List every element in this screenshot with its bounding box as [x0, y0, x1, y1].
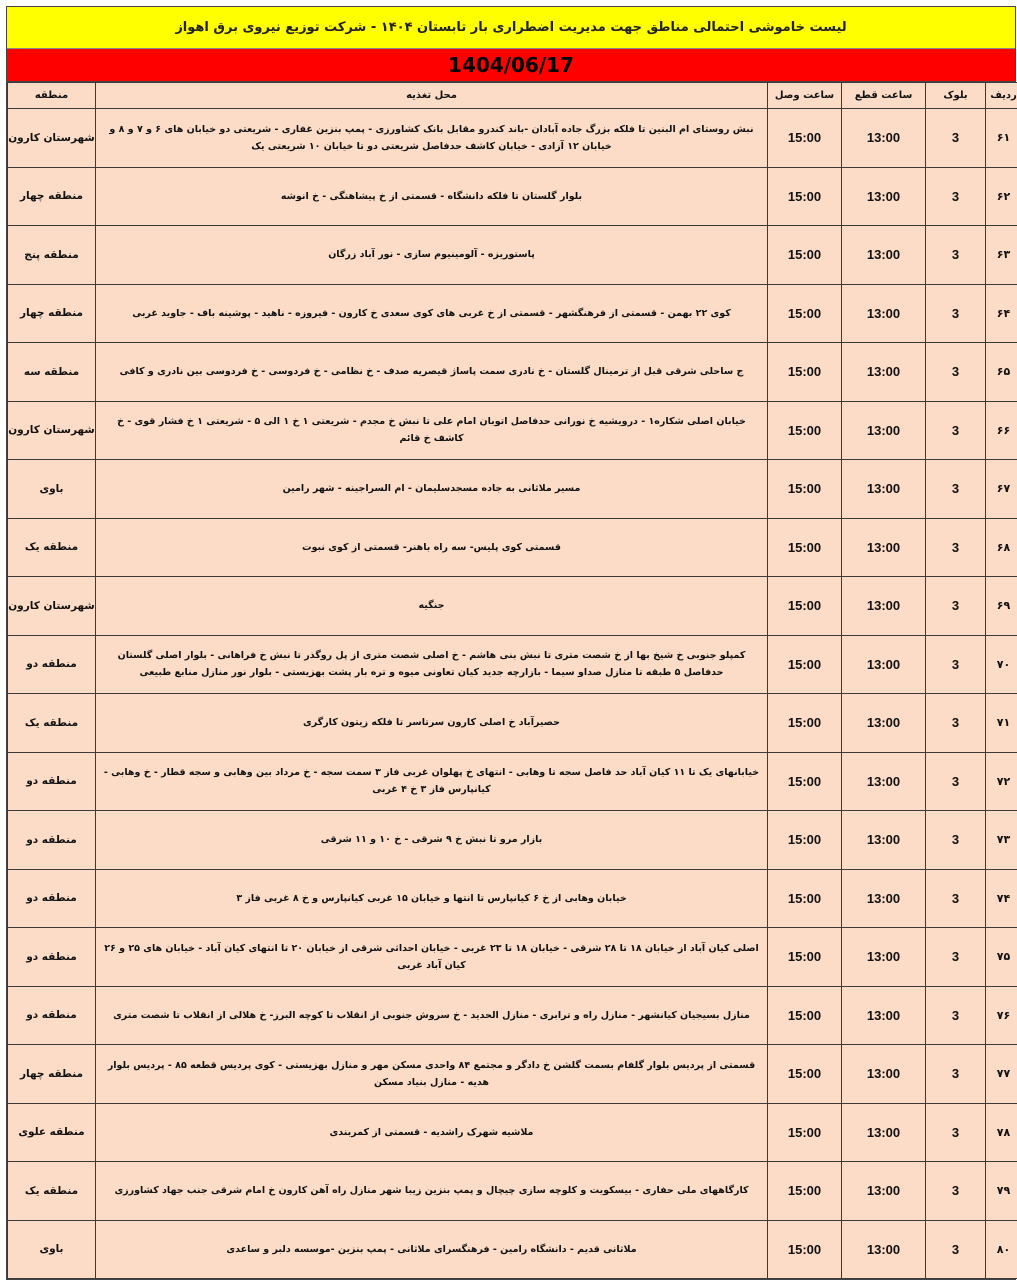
cut-time-cell: 13:00 [842, 1162, 926, 1221]
location-cell: کارگاههای ملی حفاری - بیسکویت و کلوچه سازی چیچال و پمپ بنزین زیبا شهر منازل راه آهن کارون خ امام شرقی جنب جهاد کشاورزی [96, 1162, 768, 1221]
connect-time-cell: 15:00 [768, 635, 842, 694]
cut-time-cell: 13:00 [842, 284, 926, 343]
connect-time-cell: 15:00 [768, 1103, 842, 1162]
header-region: منطقه [8, 83, 96, 109]
row-number-cell: ۷۶ [986, 986, 1017, 1045]
region-cell: شهرستان کارون [8, 401, 96, 460]
connect-time-cell: 15:00 [768, 811, 842, 870]
connect-time-cell: 15:00 [768, 869, 842, 928]
table-row [8, 460, 1017, 519]
row-number-cell: ۷۰ [986, 635, 1017, 694]
cut-time-cell: 13:00 [842, 1103, 926, 1162]
connect-time-cell: 15:00 [768, 518, 842, 577]
table-row [8, 167, 1017, 226]
table-row [8, 226, 1017, 285]
row-number-cell: ۷۱ [986, 694, 1017, 753]
cut-time-cell: 13:00 [842, 577, 926, 636]
table-body [8, 109, 1017, 1279]
region-cell: شهرستان کارون [8, 577, 96, 636]
connect-time-cell: 15:00 [768, 577, 842, 636]
row-number-cell: ۶۹ [986, 577, 1017, 636]
location-cell: ملاشیه شهرک راشدیه - قسمتی از کمربندی [96, 1103, 768, 1162]
block-cell: 3 [926, 109, 986, 168]
connect-time-cell: 15:00 [768, 343, 842, 402]
table-row [8, 811, 1017, 870]
region-cell: منطقه پنج [8, 226, 96, 285]
row-number-cell: ۶۸ [986, 518, 1017, 577]
table-row [8, 869, 1017, 928]
connect-time-cell: 15:00 [768, 694, 842, 753]
cut-time-cell: 13:00 [842, 401, 926, 460]
cut-time-cell: 13:00 [842, 460, 926, 519]
connect-time-cell: 15:00 [768, 928, 842, 987]
row-number-cell: ۸۰ [986, 1220, 1017, 1279]
region-cell: منطقه یک [8, 518, 96, 577]
location-cell: بلوار گلستان تا فلکه دانشگاه - قسمتی از خ پیشاهنگی - خ انوشه [96, 167, 768, 226]
location-cell: اصلی کیان آباد از خیابان ۱۸ تا ۲۸ شرقی - خیابان ۱۸ تا ۲۳ غربی - خیابان احداثی شرقی از خیابان ۲۰ تا انتهای کیان آباد - خیابان های ۲۵ و ۲۶ کیان آباد غربی [96, 928, 768, 987]
table-row [8, 1103, 1017, 1162]
connect-time-cell: 15:00 [768, 109, 842, 168]
block-cell: 3 [926, 811, 986, 870]
cut-time-cell: 13:00 [842, 694, 926, 753]
row-number-cell: ۶۲ [986, 167, 1017, 226]
location-cell: خیابان وهابی از خ ۶ کیانپارس تا انتها و خیابان ۱۵ غربی کیانپارس و خ ۸ غربی فاز ۳ [96, 869, 768, 928]
location-cell: ملاثانی قدیم - دانشگاه رامین - فرهنگسرای ملاثانی - پمپ بنزین -موسسه دلبر و ساعدی [96, 1220, 768, 1279]
block-cell: 3 [926, 460, 986, 519]
header-row-number: ردیف [986, 83, 1017, 109]
block-cell: 3 [926, 167, 986, 226]
block-cell: 3 [926, 928, 986, 987]
cut-time-cell: 13:00 [842, 811, 926, 870]
region-cell: منطقه یک [8, 694, 96, 753]
row-number-cell: ۷۷ [986, 1045, 1017, 1104]
region-cell: منطقه دو [8, 811, 96, 870]
cut-time-cell: 13:00 [842, 635, 926, 694]
cut-time-cell: 13:00 [842, 752, 926, 811]
region-cell: باوی [8, 1220, 96, 1279]
row-number-cell: ۷۹ [986, 1162, 1017, 1221]
block-cell: 3 [926, 343, 986, 402]
location-cell: کوی ۲۲ بهمن - قسمتی از فرهنگشهر - قسمتی از خ غربی های کوی سعدی خ کارون - فیروزه - ناهید - پوشینه باف - جاوید غربی [96, 284, 768, 343]
cut-time-cell: 13:00 [842, 928, 926, 987]
table-header-row [8, 83, 1017, 109]
region-cell: منطقه دو [8, 869, 96, 928]
header-cut-time: ساعت قطع [842, 83, 926, 109]
location-cell: جنگیه [96, 577, 768, 636]
row-number-cell: ۷۵ [986, 928, 1017, 987]
block-cell: 3 [926, 635, 986, 694]
block-cell: 3 [926, 694, 986, 753]
block-cell: 3 [926, 752, 986, 811]
location-cell: کمپلو جنوبی خ شیخ بها از خ شصت متری تا نبش بنی هاشم - خ اصلی شصت متری از پل روگذر تا نبش خ فراهانی - بلوار اصلی گلستان حدفاصل ۵ طبقه تا منازل صداو سیما - بازارچه جدید کیان تعاونی میوه و تره بار پشت بهزیستی - بلوار نور منازل منابع طبیعی [96, 635, 768, 694]
region-cell: منطقه دو [8, 635, 96, 694]
table-row [8, 928, 1017, 987]
region-cell: منطقه دو [8, 928, 96, 987]
connect-time-cell: 15:00 [768, 1220, 842, 1279]
location-cell: حصیرآباد خ اصلی کارون سرتاسر تا فلکه زیتون کارگری [96, 694, 768, 753]
block-cell: 3 [926, 518, 986, 577]
row-number-cell: ۶۷ [986, 460, 1017, 519]
cut-time-cell: 13:00 [842, 167, 926, 226]
document-date: 1404/06/17 [7, 49, 1015, 82]
table-row [8, 109, 1017, 168]
table-row [8, 284, 1017, 343]
connect-time-cell: 15:00 [768, 1045, 842, 1104]
document-title: لیست خاموشی احتمالی مناطق جهت مدیریت اضطراری بار تابستان ۱۴۰۴ - شرکت توزیع نیروی برق اهواز [7, 7, 1015, 49]
cut-time-cell: 13:00 [842, 343, 926, 402]
block-cell: 3 [926, 1162, 986, 1221]
row-number-cell: ۷۴ [986, 869, 1017, 928]
location-cell: قسمتی از پردیس بلوار گلفام بسمت گلشن خ دادگر و مجتمع ۸۴ واحدی مسکن مهر و منازل بهزیستی - کوی پردیس قطعه ۸۵ - پردیس بلوار هدیه - منازل بنیاد مسکن [96, 1045, 768, 1104]
connect-time-cell: 15:00 [768, 401, 842, 460]
outage-table [7, 82, 1017, 1279]
region-cell: منطقه چهار [8, 167, 96, 226]
row-number-cell: ۷۳ [986, 811, 1017, 870]
connect-time-cell: 15:00 [768, 460, 842, 519]
table-row [8, 1220, 1017, 1279]
row-number-cell: ۷۸ [986, 1103, 1017, 1162]
region-cell: منطقه دو [8, 752, 96, 811]
region-cell: منطقه علوی [8, 1103, 96, 1162]
row-number-cell: ۶۱ [986, 109, 1017, 168]
block-cell: 3 [926, 284, 986, 343]
region-cell: منطقه چهار [8, 1045, 96, 1104]
region-cell: منطقه سه [8, 343, 96, 402]
location-cell: نبش روستای ام البنین تا فلکه بزرگ جاده آبادان -باند کندرو مقابل بانک کشاورزی - پمپ بنزین غفاری - شریعتی دو خیابان های ۶ و ۷ و ۸ و خیابان ۱۲ آزادی - خیابان کاشف حدفاصل شریعتی دو تا خیابان ۱۰ شریعتی یک [96, 109, 768, 168]
cut-time-cell: 13:00 [842, 109, 926, 168]
connect-time-cell: 15:00 [768, 284, 842, 343]
row-number-cell: ۶۵ [986, 343, 1017, 402]
table-row [8, 694, 1017, 753]
connect-time-cell: 15:00 [768, 226, 842, 285]
header-connect-time: ساعت وصل [768, 83, 842, 109]
region-cell: منطقه یک [8, 1162, 96, 1221]
table-row [8, 577, 1017, 636]
block-cell: 3 [926, 1220, 986, 1279]
connect-time-cell: 15:00 [768, 986, 842, 1045]
region-cell: منطقه چهار [8, 284, 96, 343]
cut-time-cell: 13:00 [842, 1045, 926, 1104]
header-block: بلوک [926, 83, 986, 109]
table-row [8, 343, 1017, 402]
cut-time-cell: 13:00 [842, 518, 926, 577]
block-cell: 3 [926, 986, 986, 1045]
block-cell: 3 [926, 869, 986, 928]
connect-time-cell: 15:00 [768, 752, 842, 811]
location-cell: خیابان اصلی شکاره۱ - درویشیه خ نورانی حدفاصل اتوبان امام علی تا نبش خ مجدم - شریعتی ۱ خ ۱ الی ۵ - شریعتی ۱ خ فشار قوی - خ کاشف خ قائم [96, 401, 768, 460]
document-page [6, 6, 1016, 1280]
region-cell: شهرستان کارون [8, 109, 96, 168]
cut-time-cell: 13:00 [842, 1220, 926, 1279]
connect-time-cell: 15:00 [768, 1162, 842, 1221]
block-cell: 3 [926, 577, 986, 636]
table-row [8, 752, 1017, 811]
location-cell: خیابانهای یک تا ۱۱ کیان آباد حد فاصل سجه تا وهابی - انتهای خ پهلوان غربی فاز ۳ سمت سجه - خ مرداد بین وهابی و سجه قطار - خ وهابی - کیانپارس فاز ۳ خ ۴ غربی [96, 752, 768, 811]
table-row [8, 401, 1017, 460]
table-row [8, 635, 1017, 694]
row-number-cell: ۷۲ [986, 752, 1017, 811]
connect-time-cell: 15:00 [768, 167, 842, 226]
location-cell: مسیر ملاثانی به جاده مسجدسلیمان - ام السراجینه - شهر رامین [96, 460, 768, 519]
block-cell: 3 [926, 226, 986, 285]
location-cell: پاستوریزه - آلومینیوم سازی - نور آباد زرگان [96, 226, 768, 285]
row-number-cell: ۶۳ [986, 226, 1017, 285]
location-cell: منازل بسیجیان کیانشهر - منازل راه و ترابری - منازل الحدید - خ سروش جنوبی از انقلاب تا کوچه البرز- خ هلالی از انقلاب تا شصت متری [96, 986, 768, 1045]
location-cell: ج ساحلی شرقی قبل از ترمینال گلستان - خ نادری سمت پاساژ قیصریه صدف - خ نظامی - خ فردوسی - خ فردوسی بین نادری و کافی [96, 343, 768, 402]
table-row [8, 986, 1017, 1045]
table-row [8, 518, 1017, 577]
block-cell: 3 [926, 401, 986, 460]
cut-time-cell: 13:00 [842, 226, 926, 285]
table-row [8, 1162, 1017, 1221]
table-row [8, 1045, 1017, 1104]
cut-time-cell: 13:00 [842, 986, 926, 1045]
location-cell: قسمتی کوی پلیس- سه راه باهنر- قسمتی از کوی نبوت [96, 518, 768, 577]
row-number-cell: ۶۴ [986, 284, 1017, 343]
header-location: محل تغذیه [96, 83, 768, 109]
row-number-cell: ۶۶ [986, 401, 1017, 460]
region-cell: منطقه دو [8, 986, 96, 1045]
cut-time-cell: 13:00 [842, 869, 926, 928]
block-cell: 3 [926, 1045, 986, 1104]
block-cell: 3 [926, 1103, 986, 1162]
location-cell: بازار مرو تا نبش خ ۹ شرقی - خ ۱۰ و ۱۱ شرقی [96, 811, 768, 870]
region-cell: باوی [8, 460, 96, 519]
